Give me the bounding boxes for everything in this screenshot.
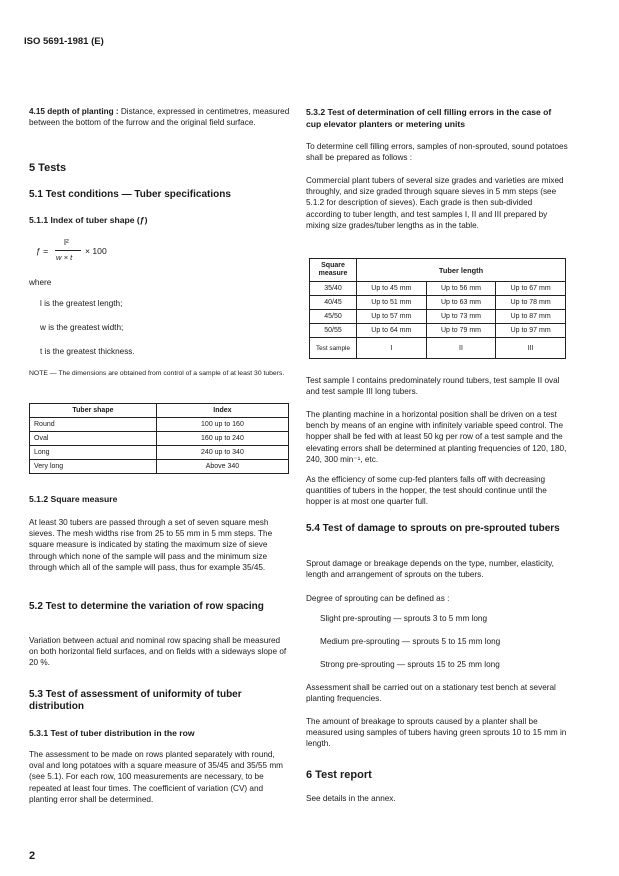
note: NOTE — The dimensions are obtained from control of a sample of at least 30 tubers.: [29, 370, 285, 377]
cell: Test sample: [310, 338, 357, 359]
index-cell: 160 up to 240: [156, 432, 288, 446]
page-header: ISO 5691-1981 (E): [24, 36, 104, 47]
samples-block: [306, 375, 568, 397]
col-tuber-shape: Tuber shape: [30, 404, 157, 418]
formula-factor: × 100: [85, 246, 107, 256]
tuber-length-table: [309, 258, 566, 359]
col-tuber-length: Tuber length: [357, 259, 566, 282]
index-cell: 240 up to 340: [156, 446, 288, 460]
cell: Up to 57 mm: [357, 310, 427, 324]
cell: III: [496, 338, 566, 359]
index-cell: Above 340: [156, 460, 288, 474]
cell: Up to 64 mm: [357, 324, 427, 338]
cell: 40/45: [310, 296, 357, 310]
degree-strong: Strong pre-sprouting — sprouts 15 to 25 mm long: [320, 660, 500, 669]
cell: I: [357, 338, 427, 359]
cell: 50/55: [310, 324, 357, 338]
table-header-row: [30, 404, 289, 418]
cell-filling-text-1: To determine cell filling errors, samples of non-sprouted, sound potatoes shall be prepared as follows :: [306, 142, 568, 163]
cell-filling-text-2: Commercial plant tubers of several size grades and varieties are mixed throughly, and size graded through square sieves in 5 mm steps (see 5.1.2 for description of sieves). Each grade is then sub-divided according to tuber length, and test samples I, II and III prepared by mixing size grades/tuber lengths as in the table.: [306, 176, 564, 230]
index-cell: 100 up to 160: [156, 418, 288, 432]
formula-numerator: l²: [64, 237, 69, 247]
shape-cell: Round: [30, 418, 157, 432]
cell: Up to 63 mm: [426, 296, 496, 310]
table-header-row: [310, 259, 566, 282]
degree-slight: Slight pre-sprouting — sprouts 3 to 5 mm long: [320, 614, 488, 623]
heading-5-3-2: 5.3.2 Test of determination of cell filling errors in the case of cup elevator planters or metering units: [306, 107, 552, 129]
heading-5-1-2: 5.1.2 Square measure: [29, 494, 118, 504]
heading-5-3-1: 5.3.1 Test of tuber distribution in the row: [29, 728, 195, 738]
heading-tests: 5 Tests: [29, 162, 67, 174]
test-report-text: See details in the annex.: [306, 794, 396, 803]
heading-5-1: 5.1 Test conditions — Tuber specifications: [29, 189, 231, 200]
cell: II: [426, 338, 496, 359]
cell: Up to 73 mm: [426, 310, 496, 324]
shape-cell: Long: [30, 446, 157, 460]
col-index: Index: [156, 404, 288, 418]
row-spacing-block: [29, 635, 291, 669]
table-row: [310, 324, 566, 338]
degree-medium: Medium pre-sprouting — sprouts 5 to 15 mm long: [320, 637, 501, 646]
table-row: [310, 296, 566, 310]
heading-5-4: 5.4 Test of damage to sprouts on pre-sprouted tubers: [306, 523, 560, 534]
table-row: [310, 282, 566, 296]
definition-text: Distance, expressed in centimetres, measured between the bottom of the furrow and the original field surface.: [29, 107, 290, 128]
cell: Up to 78 mm: [496, 296, 566, 310]
sprout-damage-block: [306, 558, 568, 580]
table-row: [30, 418, 289, 432]
where-label: where: [29, 278, 52, 287]
cell: Up to 45 mm: [357, 282, 427, 296]
table-row: [30, 460, 289, 474]
efficiency-block: [306, 474, 568, 508]
cell: 35/40: [310, 282, 357, 296]
efficiency-text: As the efficiency of some cup-fed planters falls off with decreasing quantities of tubers in the hopper, the test should continue until the hopper is at most one quarter full.: [306, 475, 547, 507]
var-t: t is the greatest thickness.: [40, 347, 135, 356]
planting-text: The planting machine in a horizontal position shall be driven on a test bench by means of an engine with infinitely variable speed control. The hopper shall be fed with at least 50 kg per row of a test sample and the elevating errors shall be determined at planting frequencies of 120, 180, 240, 300 min⁻¹, etc.: [306, 410, 567, 464]
shape-cell: Oval: [30, 432, 157, 446]
row-spacing-text: Variation between actual and nominal row spacing shall be measured on both horizontal field surfaces, and on fields with a sideways slope of 20 %.: [29, 636, 287, 668]
left-column: [29, 106, 291, 128]
assessment-text: Assessment shall be carried out on a stationary test bench at several planting frequencies.: [306, 683, 556, 704]
heading-5-1-1: 5.1.1 Index of tuber shape (ƒ): [29, 215, 148, 225]
distribution-block: [29, 749, 291, 805]
cell: Up to 56 mm: [426, 282, 496, 296]
table-row: [30, 432, 289, 446]
square-measure-block: [29, 517, 291, 573]
table-row: [310, 310, 566, 324]
cell: Up to 79 mm: [426, 324, 496, 338]
heading-test-report: 6 Test report: [306, 769, 372, 781]
shape-cell: Very long: [30, 460, 157, 474]
cell: 45/50: [310, 310, 357, 324]
table-row: [30, 446, 289, 460]
section-4-15: [29, 106, 291, 128]
var-l: l is the greatest length;: [40, 299, 123, 308]
planting-block: [306, 409, 568, 465]
distribution-text: The assessment to be made on rows planted separately with round, oval and long potatoes with a square measure of 35/45 and 35/55 mm (see 5.1). For each row, 100 measurements are necessary, to be repeated at least four times. The coefficient of variation (CV) and planting error shall be determined.: [29, 750, 283, 804]
var-w: w is the greatest width;: [40, 323, 124, 332]
tuber-shape-table: [29, 403, 289, 474]
cell: Up to 67 mm: [496, 282, 566, 296]
fraction-bar: [55, 250, 81, 251]
cell: Up to 97 mm: [496, 324, 566, 338]
formula-lhs: ƒ =: [36, 246, 49, 256]
heading-5-2: 5.2 Test to determine the variation of row spacing: [29, 601, 264, 612]
cell: Up to 87 mm: [496, 310, 566, 324]
assessment-block: [306, 682, 568, 704]
breakage-block: [306, 716, 568, 750]
sprout-damage-text: Sprout damage or breakage depends on the type, number, elasticity, length and arrangement of sprouts on the tubers.: [306, 559, 554, 580]
col-square-measure: Square measure: [310, 259, 357, 282]
formula-denominator: w × t: [56, 253, 73, 262]
cell-filling-body: [306, 175, 568, 231]
cell: Up to 51 mm: [357, 296, 427, 310]
table-row: [310, 338, 566, 359]
page-number: 2: [29, 850, 36, 862]
square-measure-text: At least 30 tubers are passed through a set of seven square mesh sieves. The mesh widths rise from 25 to 55 mm in 5 mm steps. The square measure is indicated by stating the maximum size of sieve through which none of the sample will pass and the minimum size through which all of the sample will pass, thus for example 35/45.: [29, 518, 273, 572]
breakage-text: The amount of breakage to sprouts caused by a planter shall be measured using samples of tubers having green sprouts 10 to 15 mm in length.: [306, 717, 567, 749]
heading-5-3: 5.3 Test of assessment of uniformity of tuber distribution: [29, 689, 242, 712]
cell-filling-intro: [306, 141, 568, 163]
samples-text: Test sample I contains predominately round tubers, test sample II oval and test sample III long tubers.: [306, 376, 560, 397]
term-depth-of-planting: 4.15 depth of planting :: [29, 107, 119, 116]
degree-intro: Degree of sprouting can be defined as :: [306, 594, 450, 603]
